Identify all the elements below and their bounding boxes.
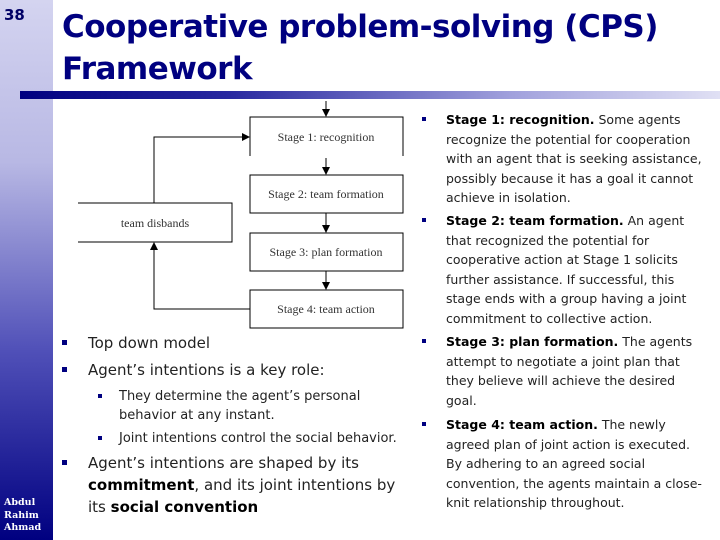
social-convention-term: social convention xyxy=(110,498,259,516)
stage4-label: Stage 4: team action xyxy=(277,302,375,316)
right-bullet-stage1 xyxy=(422,110,702,208)
stage1-label: Stage 1: recognition xyxy=(277,130,375,144)
stage3-label: Stage 3: plan formation xyxy=(269,245,383,259)
right-bullet-stage2 xyxy=(422,211,702,328)
author-first: Abdul xyxy=(4,497,36,508)
text: , and its joint intentions by its xyxy=(88,476,396,516)
stage-text: The agents attempt to negotiate a joint plan that they believe will achieve the desired goal. xyxy=(446,334,693,408)
arrow-stage4-disband xyxy=(154,243,250,309)
stage-text: The newly agreed plan of joint action is executed. By adhering to an agreed social convention, the agents maintain a close-knit relationship throughout. xyxy=(446,417,702,510)
stage2-label: Stage 2: team formation xyxy=(268,187,384,201)
arrow-disband-stage1 xyxy=(154,137,249,203)
stage-heading: Stage 3: plan formation. xyxy=(446,334,619,349)
stage-heading: Stage 2: team formation. xyxy=(446,213,624,228)
left-bullet-list xyxy=(62,332,402,518)
sub-bullet-joint: Joint intentions control the social behavior. xyxy=(62,429,402,448)
text: Agent’s intentions are shaped by its xyxy=(88,454,359,472)
title-line-1: Cooperative problem-solving (CPS) xyxy=(62,9,658,45)
bullet-intentions: Agent’s intentions is a key role: xyxy=(62,359,402,381)
author-last: Ahmad xyxy=(4,522,42,533)
stage-heading: Stage 4: team action. xyxy=(446,417,598,432)
slide-number: 38 xyxy=(4,6,25,24)
commitment-term: commitment xyxy=(88,476,195,494)
right-bullet-stage3 xyxy=(422,332,702,410)
author-middle: Rahim xyxy=(4,509,39,521)
sub-bullet-personal: They determine the agent’s personal behavior at any instant. xyxy=(62,387,402,425)
bullet-shaped xyxy=(62,452,402,518)
title-line-2: Framework xyxy=(62,51,253,87)
stage-heading: Stage 1: recognition. xyxy=(446,112,595,127)
stage-text: An agent that recognized the potential for cooperative action at Stage 1 solicits further assistance. If successful, this stage ends with a group having a joint commitment to collective action. xyxy=(446,213,687,326)
disband-label: team disbands xyxy=(120,216,190,230)
bullet-top-down: Top down model xyxy=(62,332,402,354)
stage-text: Some agents recognize the potential for cooperation with an agent that is seeking assistance, possibly because it has a goal it cannot achieve in isolation. xyxy=(446,112,702,205)
right-bullet-stage4 xyxy=(422,415,702,513)
